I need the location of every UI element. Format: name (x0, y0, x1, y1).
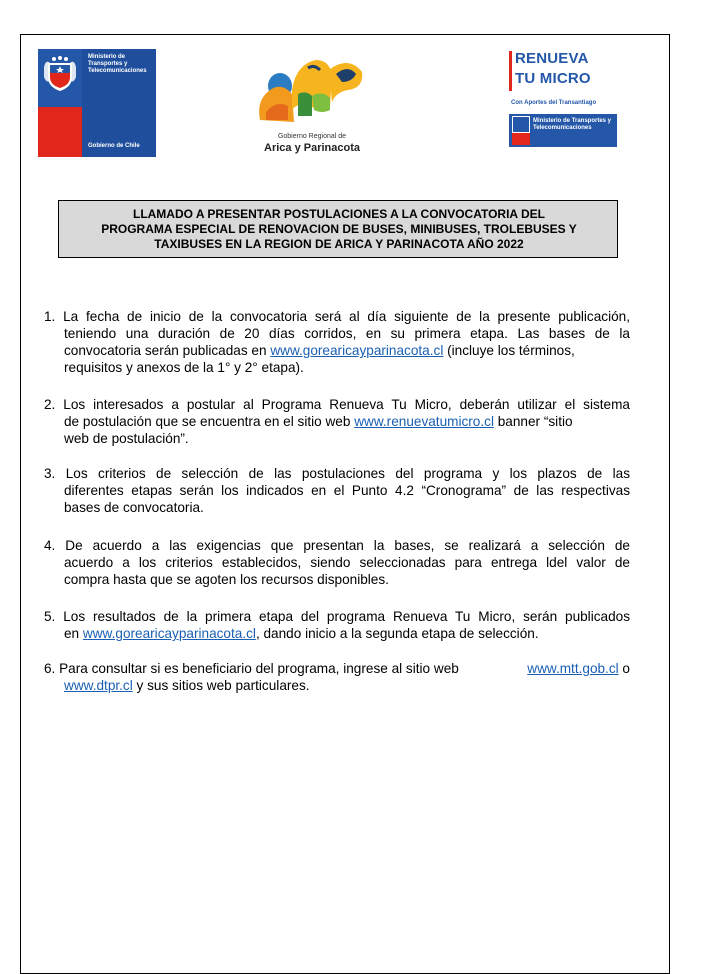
item-2-text-tail: banner “sitio (493, 414, 573, 429)
item-1-line-1: 1. La fecha de inicio de la convocatoria será al día siguiente de la presente publicación, (44, 309, 630, 324)
item-2-line-1: 2. Los interesados a postular al Programa Renueva Tu Micro, deberán utilizar el sistema (44, 397, 630, 412)
gore-subtitle: Gobierno Regional de (277, 133, 347, 140)
title-line-1: LLAMADO A PRESENTAR POSTULACIONES A LA CONVOCATORIA DEL (132, 207, 545, 221)
item-2-text: de postulación que se encuentra en el sitio web (64, 414, 355, 429)
rtm-line2: TU MICRO (515, 70, 591, 87)
item-6-line-1 (44, 660, 630, 677)
rtm-accent-line (509, 51, 512, 91)
gore-website-link[interactable]: www.gorearicayparinacota.cl (270, 343, 444, 358)
item-3-line-1: 3. Los criterios de selección de las postulaciones del programa y los plazos de las (44, 466, 630, 481)
item-1-line-3 (64, 342, 575, 359)
item-2-line-2 (64, 413, 573, 430)
item-1-text-tail: (incluye los términos, (443, 343, 575, 358)
renueva-tu-micro-logo (505, 47, 617, 147)
title-line-2: PROGRAMA ESPECIAL DE RENOVACION DE BUSES, MINIBUSES, TROLEBUSES Y (101, 222, 577, 236)
item-2-line-3: web de postulación”. (64, 431, 189, 446)
item-4-line-3: compra hasta que se agoten los recursos disponibles. (64, 572, 389, 587)
gore-logo (252, 50, 372, 160)
gore-website-link-2[interactable]: www.gorearicayparinacota.cl (82, 626, 256, 641)
chile-coat-of-arms-icon (42, 53, 78, 97)
item-6-line-2 (64, 677, 310, 694)
renueva-website-link[interactable]: www.renuevatumicro.cl (354, 414, 494, 429)
item-1-line-4: requisitos y anexos de la 1° y 2° etapa). (64, 360, 304, 375)
item-5-line-2 (64, 625, 539, 642)
item-1-line-2: teniendo una duración de 20 días corridos, en su primera etapa. Las bases de la (64, 326, 630, 341)
item-5-line-1: 5. Los resultados de la primera etapa del programa Renueva Tu Micro, serán publicados (44, 609, 630, 624)
item-5-text: en (64, 626, 83, 641)
item-6-text-tail-2: y sus sitios web particulares. (132, 678, 310, 693)
item-4-line-1: 4. De acuerdo a las exigencias que presentan la bases, se realizará a selección de (44, 538, 630, 553)
gore-emblem-icon (252, 50, 372, 132)
dtpr-website-link[interactable]: www.dtpr.cl (64, 678, 133, 693)
rtm-line1: RENUEVA (515, 50, 589, 67)
mtt-website-link[interactable]: www.mtt.gob.cl (527, 661, 619, 676)
rtm-flag-icon (512, 116, 530, 145)
rtm-ministry-badge (509, 114, 617, 147)
rtm-tagline: Con Aportes del Transantiago (511, 100, 597, 106)
item-1-text: convocatoria serán publicadas en (64, 343, 271, 358)
item-6-text: 6. Para consultar si es beneficiario del programa, ingrese al sitio web (44, 661, 463, 676)
mtt-government-text: Gobierno de Chile (88, 143, 140, 149)
gore-name: Arica y Parinacota (264, 142, 360, 154)
rtm-ministry-text: Ministerio de Transportes y Telecomunicaciones (533, 118, 612, 131)
item-6-text-tail: o (618, 661, 630, 676)
mtt-ministry-text: Ministerio de Transportes y Telecomunicaciones (88, 54, 147, 74)
mtt-logo (38, 49, 156, 157)
item-5-text-tail: , dando inicio a la segunda etapa de selección. (255, 626, 539, 641)
item-4-line-2: acuerdo a los criterios establecidos, siendo seleccionadas para entrega ldel valor de (64, 555, 630, 570)
title-line-3: TAXIBUSES EN LA REGION DE ARICA Y PARINACOTA AÑO 2022 (154, 237, 524, 251)
announcement-title-box (58, 200, 618, 258)
item-3-line-2: diferentes etapas serán los indicados en el Punto 4.2 “Cronograma” de las respectivas (64, 483, 630, 498)
item-3-line-3: bases de convocatoria. (64, 500, 204, 515)
